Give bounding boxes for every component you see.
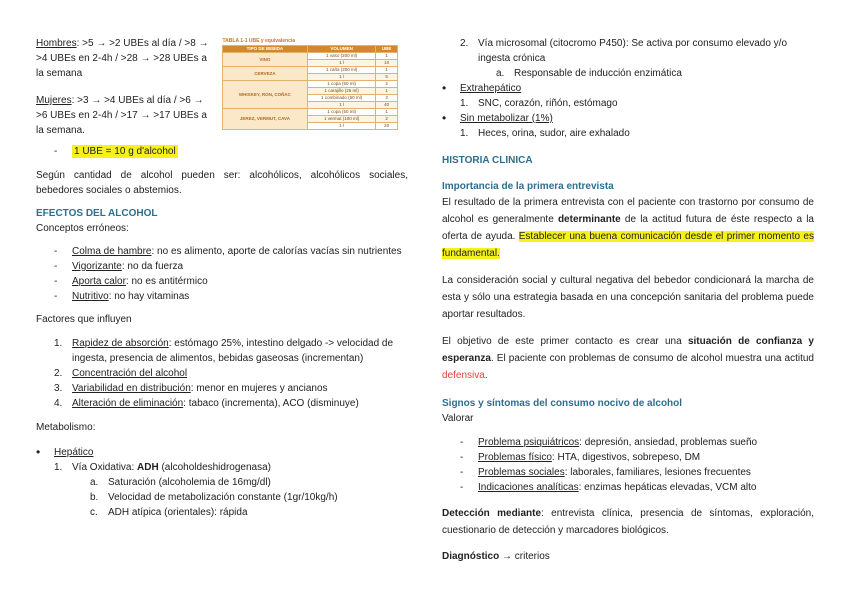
table-ube-cell: 1 <box>376 67 398 74</box>
table-caption-row <box>223 38 398 46</box>
hombres-label: Hombres <box>36 38 77 49</box>
valorar-label: Valorar <box>442 413 474 424</box>
problema-item-term: Problemas físico <box>478 452 552 463</box>
table-group-cell: CERVEZA <box>223 67 308 81</box>
deteccion-paragraph: Detección mediante: entrevista clínica, presencia de síntomas, exploración, cuestionario de detección y marcadores biológicos. <box>442 508 814 536</box>
subitem-letter: b. <box>90 492 99 503</box>
table-header-row <box>223 46 398 53</box>
erroneo-item-term: Nutritivo <box>72 291 109 302</box>
segun-paragraph: Según cantidad de alcohol pueden ser: alcohólicos, alcohólicos sociales, bebedores sociales o abstemios. <box>36 170 408 196</box>
table-ube-cell: 2 <box>376 81 398 88</box>
table-volume-cell: 1 copa (50 ml) <box>307 81 376 88</box>
microsomal-subitem: a. Responsable de inducción enzimática <box>496 68 682 79</box>
hombres-text: : >5 → >2 UBEs al día / >8 → >4 UBEs en 2-4h / >28 → >28 UBEs a la semana <box>36 38 209 79</box>
table-volume-cell: 1 carajillo (25 ml) <box>307 88 376 95</box>
table-group-cell: WHISKEY, RON, COÑAC <box>223 81 308 109</box>
factor-term: Variabilidad en distribución <box>72 383 191 394</box>
factor-item <box>36 381 408 396</box>
factor-item <box>36 396 408 411</box>
table-row <box>223 53 398 60</box>
erroneo-item <box>36 289 408 304</box>
table-volume-cell: 1 copa (50 ml) <box>307 109 376 116</box>
problema-item-term: Indicaciones analíticas <box>478 482 579 493</box>
historia-title: HISTORIA CLINICA <box>442 155 533 166</box>
ube-definition: - 1 UBE = 10 g d'alcohol <box>36 144 408 159</box>
subitem-text: Saturación (alcoholemia de 16mg/dl) <box>108 477 271 488</box>
table-volume-cell: 1 caña (200 ml) <box>307 67 376 74</box>
via-oxidativa: 1. Vía Oxidativa: ADH (alcoholdeshidrogenasa) <box>54 462 271 473</box>
erroneo-item-term: Vigorizante <box>72 261 122 272</box>
consideracion-paragraph: La consideración social y cultural negativa del bebedor condicionará la marcha de esta y sólo una estrategia basada en una concepción sanitaria del problema puede aportar resultados. <box>442 275 814 320</box>
table-ube-cell: 2 <box>376 95 398 102</box>
table-ube-cell: 40 <box>376 102 398 109</box>
metabolismo-label: Metabolismo: <box>36 422 96 433</box>
table-ube-cell: 10 <box>376 60 398 67</box>
mujeres-label: Mujeres <box>36 95 72 106</box>
factor-text: : estómago 25%, intestino delgado -> velocidad de ingesta, presencia de alimentos, bebidas gaseosas (incrementan) <box>72 338 394 364</box>
factor-number: 1. <box>54 338 63 349</box>
problema-item-text: : depresión, ansiedad, problemas sueño <box>579 437 758 448</box>
table-volume-cell: 1 l <box>307 60 376 67</box>
factores-label: Factores que influyen <box>36 314 132 325</box>
table-group-cell: VINO <box>223 53 308 67</box>
table-volume-cell: 1 l <box>307 102 376 109</box>
hombres-paragraph <box>36 36 212 81</box>
table-header-cell: VOLUMEN <box>307 46 376 53</box>
factor-number: 4. <box>54 398 63 409</box>
objetivo-paragraph: El objetivo de este primer contacto es crear una situación de confianza y esperanza. El paciente con problemas de consumo de alcohol muestra una actitud defensiva. <box>442 336 814 381</box>
problema-item <box>442 450 814 465</box>
oxidativa-sublist <box>36 475 408 520</box>
erroneo-item-text: : no da fuerza <box>121 261 184 272</box>
table-ube-cell: 1 <box>376 109 398 116</box>
table-ube-cell: 5 <box>376 74 398 81</box>
factores-list <box>36 336 408 411</box>
table-row <box>223 109 398 116</box>
factor-term: Concentración del alcohol <box>72 368 188 379</box>
subitem-text: Velocidad de metabolización constante (1gr/10kg/h) <box>108 492 338 503</box>
factor-term: Alteración de eliminación <box>72 398 184 409</box>
sin-list-item: 1. Heces, orina, sudor, aire exhalado <box>460 128 630 139</box>
oxidativa-subitem <box>36 505 408 520</box>
table-group-cell: JEREZ, VERMUT, CAVA <box>223 109 308 130</box>
erroneo-item <box>36 244 408 259</box>
table-ube-cell: 1 <box>376 88 398 95</box>
conceptos-label: Conceptos erróneos: <box>36 223 129 234</box>
subitem-letter: a. <box>90 477 99 488</box>
diagnostico-line: Diagnóstico → criterios <box>442 551 550 562</box>
factor-text: : menor en mujeres y ancianos <box>190 383 328 394</box>
problema-item <box>442 480 814 495</box>
erroneo-item <box>36 274 408 289</box>
erroneos-list <box>36 244 408 304</box>
extra-list-item: 1. SNC, corazón, riñón, estómago <box>460 98 618 109</box>
table-row <box>223 67 398 74</box>
table-ube-cell: 20 <box>376 123 398 130</box>
erroneo-item-term: Colma de hambre <box>72 246 152 257</box>
mujeres-paragraph <box>36 93 212 138</box>
table-row <box>223 81 398 88</box>
erroneo-item-text: : no hay vitaminas <box>108 291 190 302</box>
table-volume-cell: 1 vermut (100 ml) <box>307 116 376 123</box>
right-column <box>442 36 814 564</box>
erroneo-item-text: : no es antitérmico <box>125 276 208 287</box>
factor-item <box>36 366 408 381</box>
microsomal-item: 2. Vía microsomal (citocromo P450): Se activa por consumo elevado y/o ingesta crónica <box>460 38 788 64</box>
table-ube-cell: 2 <box>376 116 398 123</box>
ube-table <box>222 38 398 130</box>
table-volume-cell: 1 vaso (200 ml) <box>307 53 376 60</box>
erroneo-item-term: Aporta calor <box>72 276 126 287</box>
subitem-letter: c. <box>90 507 98 518</box>
oxidativa-subitem <box>36 490 408 505</box>
table-caption: TABLA 1-1 UBE y equivalencia <box>223 38 398 46</box>
problemas-list <box>442 435 814 495</box>
problema-item-text: : HTA, digestivos, sobrepeso, DM <box>551 452 701 463</box>
erroneo-item-text: : no es alimento, aporte de calorías vacías sin nutrientes <box>151 246 402 257</box>
factor-number: 2. <box>54 368 63 379</box>
efectos-title: EFECTOS DEL ALCOHOL <box>36 208 158 219</box>
table-header-cell: TIPO DE BEBIDA <box>223 46 308 53</box>
table-volume-cell: 1 combinado (50 ml) <box>307 95 376 102</box>
factor-number: 3. <box>54 383 63 394</box>
signos-title: Signos y síntomas del consumo nocivo de alcohol <box>442 398 683 409</box>
factor-item <box>36 336 408 366</box>
sin-metabolizar-item: • Sin metabolizar (1%) <box>442 111 814 126</box>
problema-item-text: : enzimas hepáticas elevadas, VCM alto <box>578 482 757 493</box>
importancia-title: Importancia de la primera entrevista <box>442 181 614 192</box>
table-volume-cell: 1 l <box>307 123 376 130</box>
mujeres-text: : >3 → >4 UBEs al día / >6 → >6 UBEs en 2-4h / >17 → >17 UBEs a la semana. <box>36 95 207 136</box>
table-ube-cell: 1 <box>376 53 398 60</box>
problema-item-term: Problemas sociales <box>478 467 565 478</box>
problema-item-term: Problema psiquiátricos <box>478 437 580 448</box>
factor-term: Rapidez de absorción <box>72 338 169 349</box>
problema-item <box>442 435 814 450</box>
oxidativa-subitem <box>36 475 408 490</box>
extrahepatico-item: • Extrahepático <box>442 81 814 96</box>
importancia-paragraph: El resultado de la primera entrevista con el paciente con trastorno por consumo de alcohol es generalmente determinante de la actitud futura de éste respecto a la oferta de ayuda. Establecer una buena comunicación desde el primer momento es fundamental. <box>442 197 814 259</box>
factor-text: : tabaco (incrementa), ACO (disminuye) <box>183 398 359 409</box>
erroneo-item <box>36 259 408 274</box>
table-volume-cell: 1 l <box>307 74 376 81</box>
hepatico-item: • Hepático <box>36 445 408 460</box>
problema-item-text: : laborales, familiares, lesiones frecuentes <box>564 467 751 478</box>
problema-item <box>442 465 814 480</box>
subitem-text: ADH atípica (orientales): rápida <box>108 507 248 518</box>
table-header-cell: UBE <box>376 46 398 53</box>
